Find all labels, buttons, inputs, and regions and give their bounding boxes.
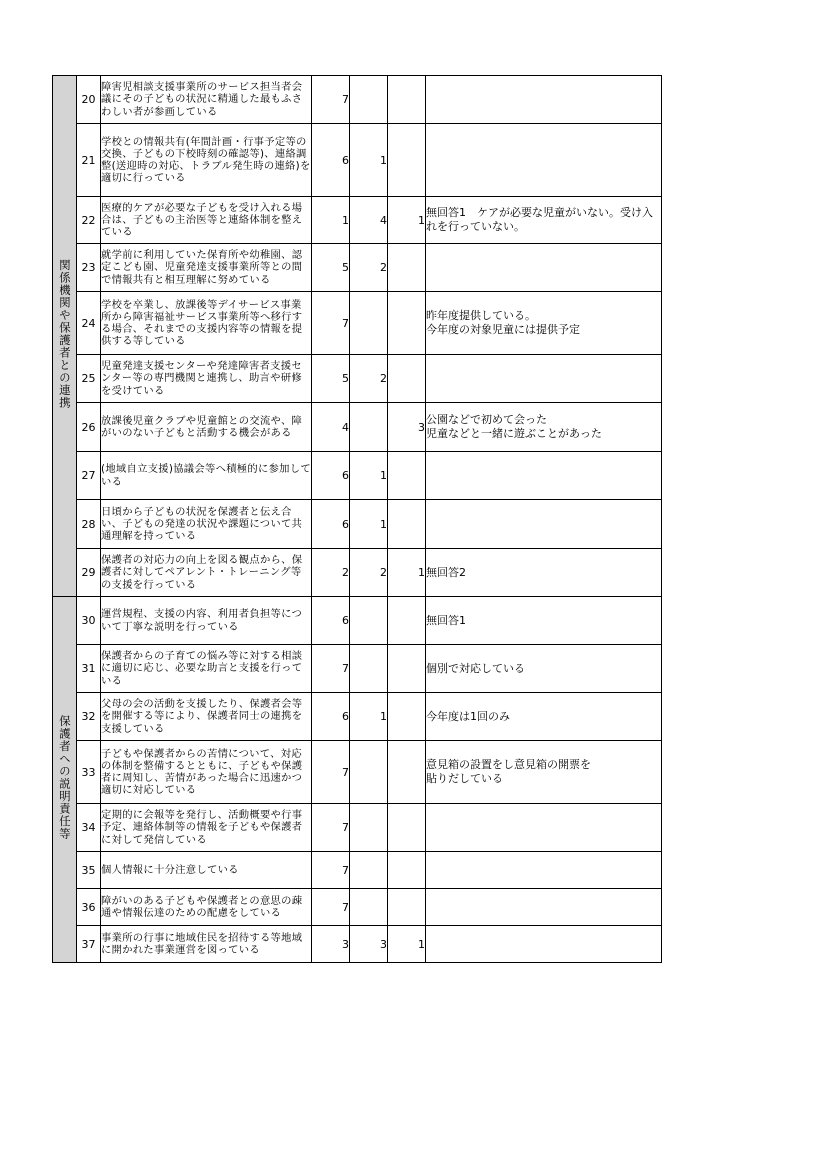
count-cell: 1 xyxy=(388,549,426,597)
section-label: 保護者への説明責任等 xyxy=(57,715,72,840)
count-cell: 1 xyxy=(388,197,426,244)
count-cell xyxy=(388,852,426,889)
count-cell xyxy=(388,452,426,500)
count-cell: 7 xyxy=(312,76,350,124)
note-cell: 公園などで初めて会った 児童などと一緒に遊ぶことがあった xyxy=(426,403,662,452)
count-cell: 5 xyxy=(312,355,350,403)
count-cell: 7 xyxy=(312,645,350,693)
section-label-cell xyxy=(53,597,77,963)
count-cell xyxy=(388,76,426,124)
table-row xyxy=(53,693,662,741)
table-row xyxy=(53,124,662,197)
item-number: 31 xyxy=(77,645,101,693)
table-row xyxy=(53,549,662,597)
section-label: 関係機関や保護者との連携 xyxy=(57,259,72,409)
item-text: 学校を卒業し、放課後等デイサービス事業所から障害福祉サービス事業所等へ移行する場合、それまでの支援内容等の情報を提供する等している xyxy=(101,292,312,355)
count-cell: 5 xyxy=(312,244,350,292)
note-cell: 無回答1 ケアが必要な児童がいない。受け入れを行っていない。 xyxy=(426,197,662,244)
count-cell xyxy=(388,693,426,741)
item-text: 保護者からの子育ての悩み等に対する相談に適切に応じ、必要な助言と支援を行っている xyxy=(101,645,312,693)
note-cell xyxy=(426,452,662,500)
item-number: 25 xyxy=(77,355,101,403)
item-text: 父母の会の活動を支援したり、保護者会等を開催する等により、保護者同士の連携を支援している xyxy=(101,693,312,741)
item-text: 日頃から子どもの状況を保護者と伝え合い、子どもの発達の状況や課題について共通理解を持っている xyxy=(101,500,312,549)
count-cell xyxy=(350,403,388,452)
item-text: 就学前に利用していた保育所や幼稚園、認定こども園、児童発達支援事業所等との間で情報共有と相互理解に努めている xyxy=(101,244,312,292)
table-row xyxy=(53,926,662,963)
note-cell: 昨年度提供している。 今年度の対象児童には提供予定 xyxy=(426,292,662,355)
note-cell xyxy=(426,889,662,926)
count-cell: 2 xyxy=(350,549,388,597)
item-text: (地域自立支援)協議会等へ積極的に参加している xyxy=(101,452,312,500)
count-cell xyxy=(388,500,426,549)
note-cell xyxy=(426,76,662,124)
count-cell: 7 xyxy=(312,804,350,852)
count-cell xyxy=(388,741,426,804)
table-row xyxy=(53,889,662,926)
item-number: 24 xyxy=(77,292,101,355)
count-cell xyxy=(388,292,426,355)
item-number: 23 xyxy=(77,244,101,292)
count-cell: 4 xyxy=(350,197,388,244)
count-cell: 7 xyxy=(312,741,350,804)
note-cell: 個別で対応している xyxy=(426,645,662,693)
item-text: 運営規程、支援の内容、利用者負担等について丁寧な説明を行っている xyxy=(101,597,312,645)
table-row xyxy=(53,852,662,889)
item-text: 個人情報に十分注意している xyxy=(101,852,312,889)
item-text: 障害児相談支援事業所のサービス担当者会議にその子どもの状況に精通した最もふさわしい者が参画している xyxy=(101,76,312,124)
note-cell xyxy=(426,244,662,292)
note-cell xyxy=(426,852,662,889)
count-cell xyxy=(350,852,388,889)
table-row xyxy=(53,244,662,292)
count-cell: 6 xyxy=(312,597,350,645)
note-cell xyxy=(426,804,662,852)
count-cell: 6 xyxy=(312,452,350,500)
count-cell xyxy=(350,76,388,124)
note-cell: 無回答2 xyxy=(426,549,662,597)
table-row xyxy=(53,403,662,452)
count-cell: 7 xyxy=(312,292,350,355)
table-row xyxy=(53,597,662,645)
item-text: 医療的ケアが必要な子どもを受け入れる場合は、子どもの主治医等と連絡体制を整えている xyxy=(101,197,312,244)
count-cell: 3 xyxy=(312,926,350,963)
item-number: 36 xyxy=(77,889,101,926)
item-number: 28 xyxy=(77,500,101,549)
item-number: 27 xyxy=(77,452,101,500)
count-cell xyxy=(388,244,426,292)
item-number: 20 xyxy=(77,76,101,124)
count-cell xyxy=(388,804,426,852)
item-number: 26 xyxy=(77,403,101,452)
count-cell: 1 xyxy=(312,197,350,244)
table-row xyxy=(53,804,662,852)
item-number: 21 xyxy=(77,124,101,197)
table-row xyxy=(53,292,662,355)
survey-table xyxy=(52,75,662,963)
count-cell: 3 xyxy=(350,926,388,963)
count-cell: 1 xyxy=(350,452,388,500)
item-text: 定期的に会報等を発行し、活動概要や行事予定、連絡体制等の情報を子どもや保護者に対して発信している xyxy=(101,804,312,852)
count-cell: 3 xyxy=(388,403,426,452)
count-cell: 2 xyxy=(350,244,388,292)
table-row xyxy=(53,500,662,549)
item-number: 30 xyxy=(77,597,101,645)
count-cell: 1 xyxy=(388,926,426,963)
count-cell: 2 xyxy=(312,549,350,597)
table-row xyxy=(53,197,662,244)
note-cell: 無回答1 xyxy=(426,597,662,645)
note-cell xyxy=(426,124,662,197)
item-text: 子どもや保護者からの苦情について、対応の体制を整備するとともに、子どもや保護者に周知し、苦情があった場合に迅速かつ適切に対応している xyxy=(101,741,312,804)
count-cell: 1 xyxy=(350,693,388,741)
count-cell: 7 xyxy=(312,852,350,889)
table-row xyxy=(53,452,662,500)
item-text: 学校との情報共有(年間計画・行事予定等の交換、子どもの下校時刻の確認等)、連絡調整(送迎時の対応、トラブル発生時の連絡)を適切に行っている xyxy=(101,124,312,197)
count-cell xyxy=(350,804,388,852)
item-number: 22 xyxy=(77,197,101,244)
count-cell: 1 xyxy=(350,500,388,549)
note-cell xyxy=(426,500,662,549)
count-cell xyxy=(388,597,426,645)
count-cell: 6 xyxy=(312,693,350,741)
item-number: 32 xyxy=(77,693,101,741)
count-cell xyxy=(350,597,388,645)
count-cell xyxy=(350,292,388,355)
table-row xyxy=(53,741,662,804)
item-number: 34 xyxy=(77,804,101,852)
count-cell xyxy=(350,645,388,693)
item-text: 保護者の対応力の向上を図る観点から、保護者に対してペアレント・トレーニング等の支援を行っている xyxy=(101,549,312,597)
section-label-cell xyxy=(53,76,77,597)
count-cell: 1 xyxy=(350,124,388,197)
table-row xyxy=(53,645,662,693)
count-cell: 2 xyxy=(350,355,388,403)
item-number: 33 xyxy=(77,741,101,804)
note-cell: 意見箱の設置をし意見箱の開票を 貼りだしている xyxy=(426,741,662,804)
table-row xyxy=(53,76,662,124)
count-cell xyxy=(388,355,426,403)
count-cell xyxy=(388,645,426,693)
item-number: 37 xyxy=(77,926,101,963)
item-text: 障がいのある子どもや保護者との意思の疎通や情報伝達のための配慮をしている xyxy=(101,889,312,926)
count-cell xyxy=(350,889,388,926)
count-cell: 4 xyxy=(312,403,350,452)
item-number: 29 xyxy=(77,549,101,597)
item-text: 事業所の行事に地域住民を招待する等地域に開かれた事業運営を図っている xyxy=(101,926,312,963)
item-number: 35 xyxy=(77,852,101,889)
count-cell: 6 xyxy=(312,124,350,197)
count-cell xyxy=(388,124,426,197)
note-cell: 今年度は1回のみ xyxy=(426,693,662,741)
item-text: 放課後児童クラブや児童館との交流や、障がいのない子どもと活動する機会がある xyxy=(101,403,312,452)
table-row xyxy=(53,355,662,403)
note-cell xyxy=(426,355,662,403)
count-cell xyxy=(350,741,388,804)
count-cell: 6 xyxy=(312,500,350,549)
item-text: 児童発達支援センターや発達障害者支援センター等の専門機関と連携し、助言や研修を受けている xyxy=(101,355,312,403)
count-cell xyxy=(388,889,426,926)
count-cell: 7 xyxy=(312,889,350,926)
note-cell xyxy=(426,926,662,963)
